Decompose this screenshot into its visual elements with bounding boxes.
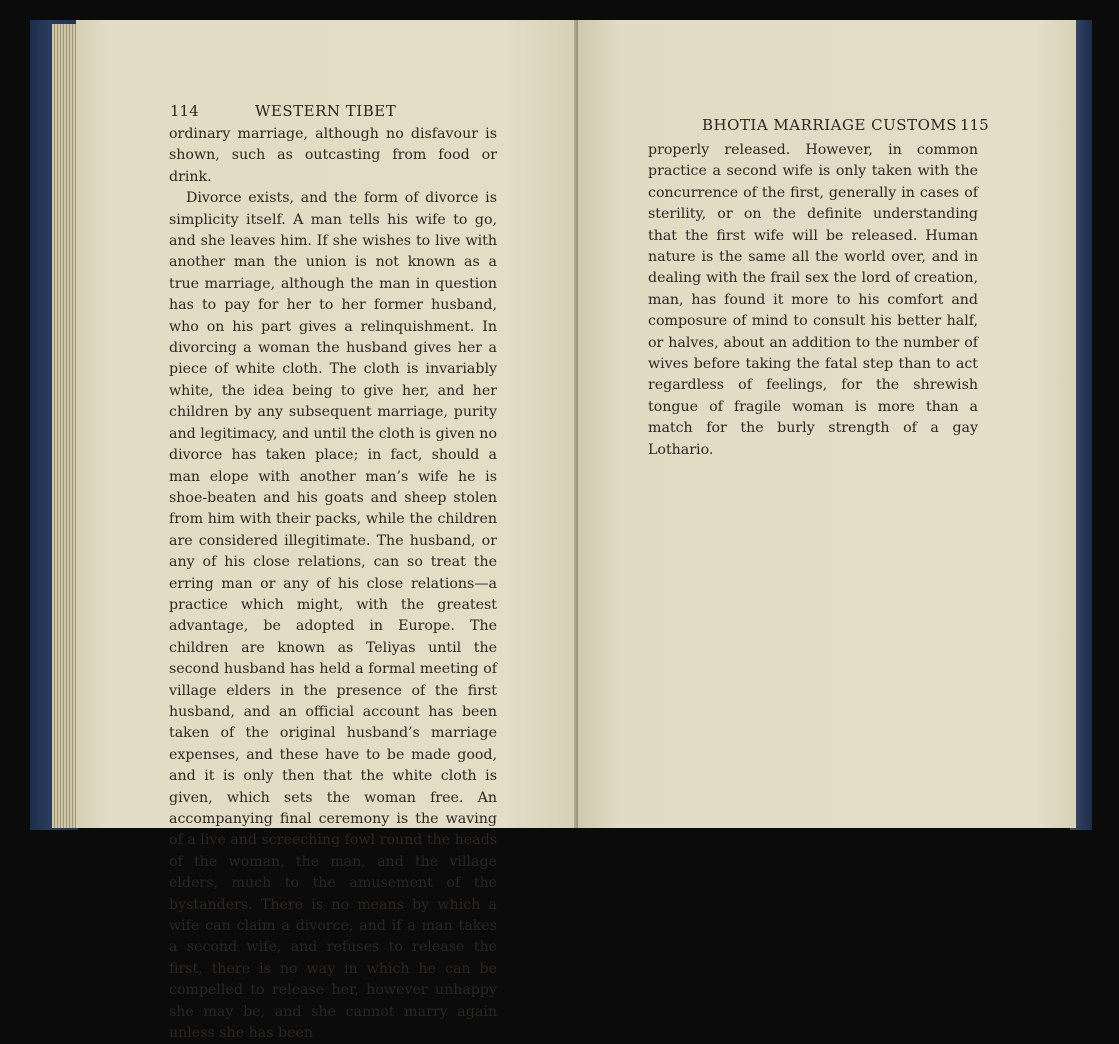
page-number-right: 115 [960,116,989,134]
paragraph: Divorce exists, and the form of divorce is simplicity itself. A man tells his wife to go, and she leaves him. If she wishes to live with another man the union is not known as a true marriage, although the man in question has to pay for her to her former husband, who on his part gives a relinquishment. In divorcing a woman the husband gives her a piece of white cloth. The cloth is invariably white, the idea being to give her, and her children by any subsequent marriage, purity and legitimacy, and until the cloth is given no divorce has taken place; in fact, should a man elope with another man’s wife he is shoe-beaten and his goats and sheep stolen from him with their packs, while the children are considered illegitimate. The husband, or any of his close relations, can so treat the erring man or any of his close relations—a practice which might, with the greatest advantage, be adopted in Europe. The children are known as Teliyas until the second husband has held a formal meeting of village elders in the presence of the first husband, and an official account has been taken of the original husband’s marriage expenses, and these have to be made good, and it is only then that the white cloth is given, which sets the woman free. An accompanying final ceremony is the waving of a live and screeching fowl round the heads of the woman, the man, and the village elders, much to the amusement of the bystanders. There is no means by which a wife can claim a divorce, and if a man takes a second wife, and refuses to release the first, there is no way in which he can be compelled to release her, however unhappy she may be, and she cannot marry again unless she has been [169,190,497,1042]
right-page-body [648,140,978,461]
running-head-left: WESTERN TIBET [255,102,397,120]
running-head-right: BHOTIA MARRIAGE CUSTOMS [702,116,958,134]
left-page [76,20,582,1042]
paragraph: ordinary marriage, although no disfavour is shown, such as outcasting from food or drink. [169,126,497,185]
page-number-left: 114 [170,102,199,120]
right-page [578,20,1076,828]
left-page-body [169,124,497,1044]
paragraph: properly released. However, in common practice a second wife is only taken with the concurrence of the first, generally in cases of sterility, or on the definite understanding that the first wife will be released. Human nature is the same all the world over, and in dealing with the frail sex the lord of creation, man, has found it more to his comfort and composure of mind to consult his better half, or halves, about an addition to the number of wives before taking the fatal step than to act regardless of feelings, for the shrewish tongue of fragile woman is more than a match for the burly strength of a gay Lothario. [648,142,978,458]
